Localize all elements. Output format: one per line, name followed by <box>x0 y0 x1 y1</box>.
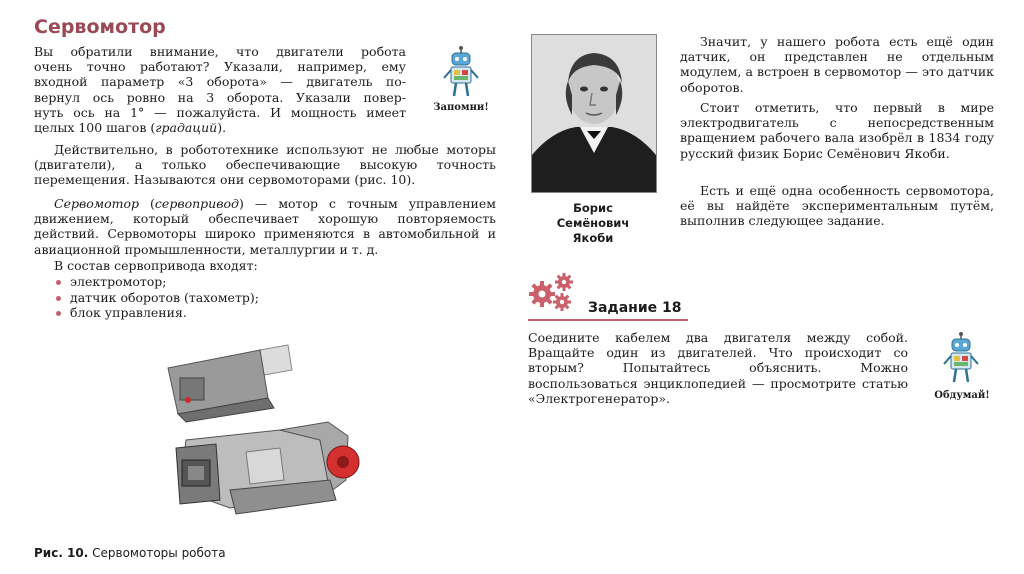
term-gradations: градаций <box>155 120 218 136</box>
right-paragraph-3: Есть и ещё одна особенность сервомотора, её вы найдёте экспериментальным путём, выполнив следующее задание. <box>680 183 994 229</box>
right-paragraph-2: Стоит отметить, что первый в мире электродвигатель с непосредственным вращением рабочего вала изобрёл в 1834 году русский физик Борис Семёнович Якоби. <box>680 100 994 161</box>
robot-think-label: Обдумай! <box>934 390 990 401</box>
portrait-caption <box>531 201 655 246</box>
text-line: нуть ось на 1° — пожалуйста. И мощность имеет <box>34 104 406 120</box>
figure-caption-label: Рис. 10. <box>34 546 89 560</box>
text-fragment: целых 100 шагов ( <box>34 120 156 136</box>
text-fragment: ). <box>217 120 227 136</box>
paragraph-components: В состав сервопривода входят: <box>54 258 258 273</box>
robot-remember-label: Запомни! <box>433 102 489 113</box>
figure-caption-text: Сервомоторы робота <box>92 546 226 560</box>
servomotors-image <box>150 340 380 540</box>
list-item: электромотор; <box>54 274 354 290</box>
list-item: блок управления. <box>54 305 354 321</box>
gears-icon <box>526 272 578 312</box>
task-text: Соедините кабелем два двигателя между собой. Вращайте один из двигателей. Что происходит со вторым? Попытайтесь объяснить. Можно воспользоваться энциклопедией — просмотрите статью «Электрогенератор». <box>528 330 908 406</box>
text-line: вернул ось ровно на 3 оборота. Указали повер- <box>34 89 406 105</box>
portrait-name-line: Якоби <box>572 231 614 245</box>
text-fragment: ) — мотор с точным управлением движением, который обеспечивает хорошую повторяемость действий. Сервомоторы широко применяются в автомобильной и авиационной промышленности, металлургии и т. д. <box>34 196 496 257</box>
task-divider <box>528 319 688 321</box>
text-line <box>34 120 406 135</box>
paragraph-definition <box>34 196 496 257</box>
task-title: Задание 18 <box>588 300 682 316</box>
text-fragment: ( <box>139 196 155 211</box>
intro-paragraph <box>34 44 406 135</box>
robot-think-icon <box>938 332 984 386</box>
text-line: Вы обратили внимание, что двигатели робота <box>34 44 406 59</box>
robot-remember-icon <box>438 46 484 100</box>
right-paragraph-1: Значит, у нашего робота есть ещё один датчик, он представлен не отдельным модулем, а встроен в сервомотор — это датчик оборотов. <box>680 34 994 95</box>
portrait-image <box>531 34 657 193</box>
section-title: Сервомотор <box>34 16 166 38</box>
term-servodrive: сервопривод <box>154 196 239 211</box>
components-list <box>54 274 354 321</box>
text-line: очень точно работают? Указали, например, ему <box>34 59 406 75</box>
text-line: входной параметр «3 оборота» — двигатель по- <box>34 74 406 90</box>
list-item: датчик оборотов (тахометр); <box>54 290 354 306</box>
portrait-name-line: Семёнович <box>556 216 630 230</box>
portrait-name-line: Борис <box>573 201 613 215</box>
term-servomotor: Сервомотор <box>54 196 140 211</box>
paragraph-2: Действительно, в робототехнике используют не любые моторы (двигатели), а только обеспечивающие высокую точность перемещения. Называются они сервомоторами (рис. 10). <box>34 142 496 188</box>
figure-caption <box>34 546 226 560</box>
